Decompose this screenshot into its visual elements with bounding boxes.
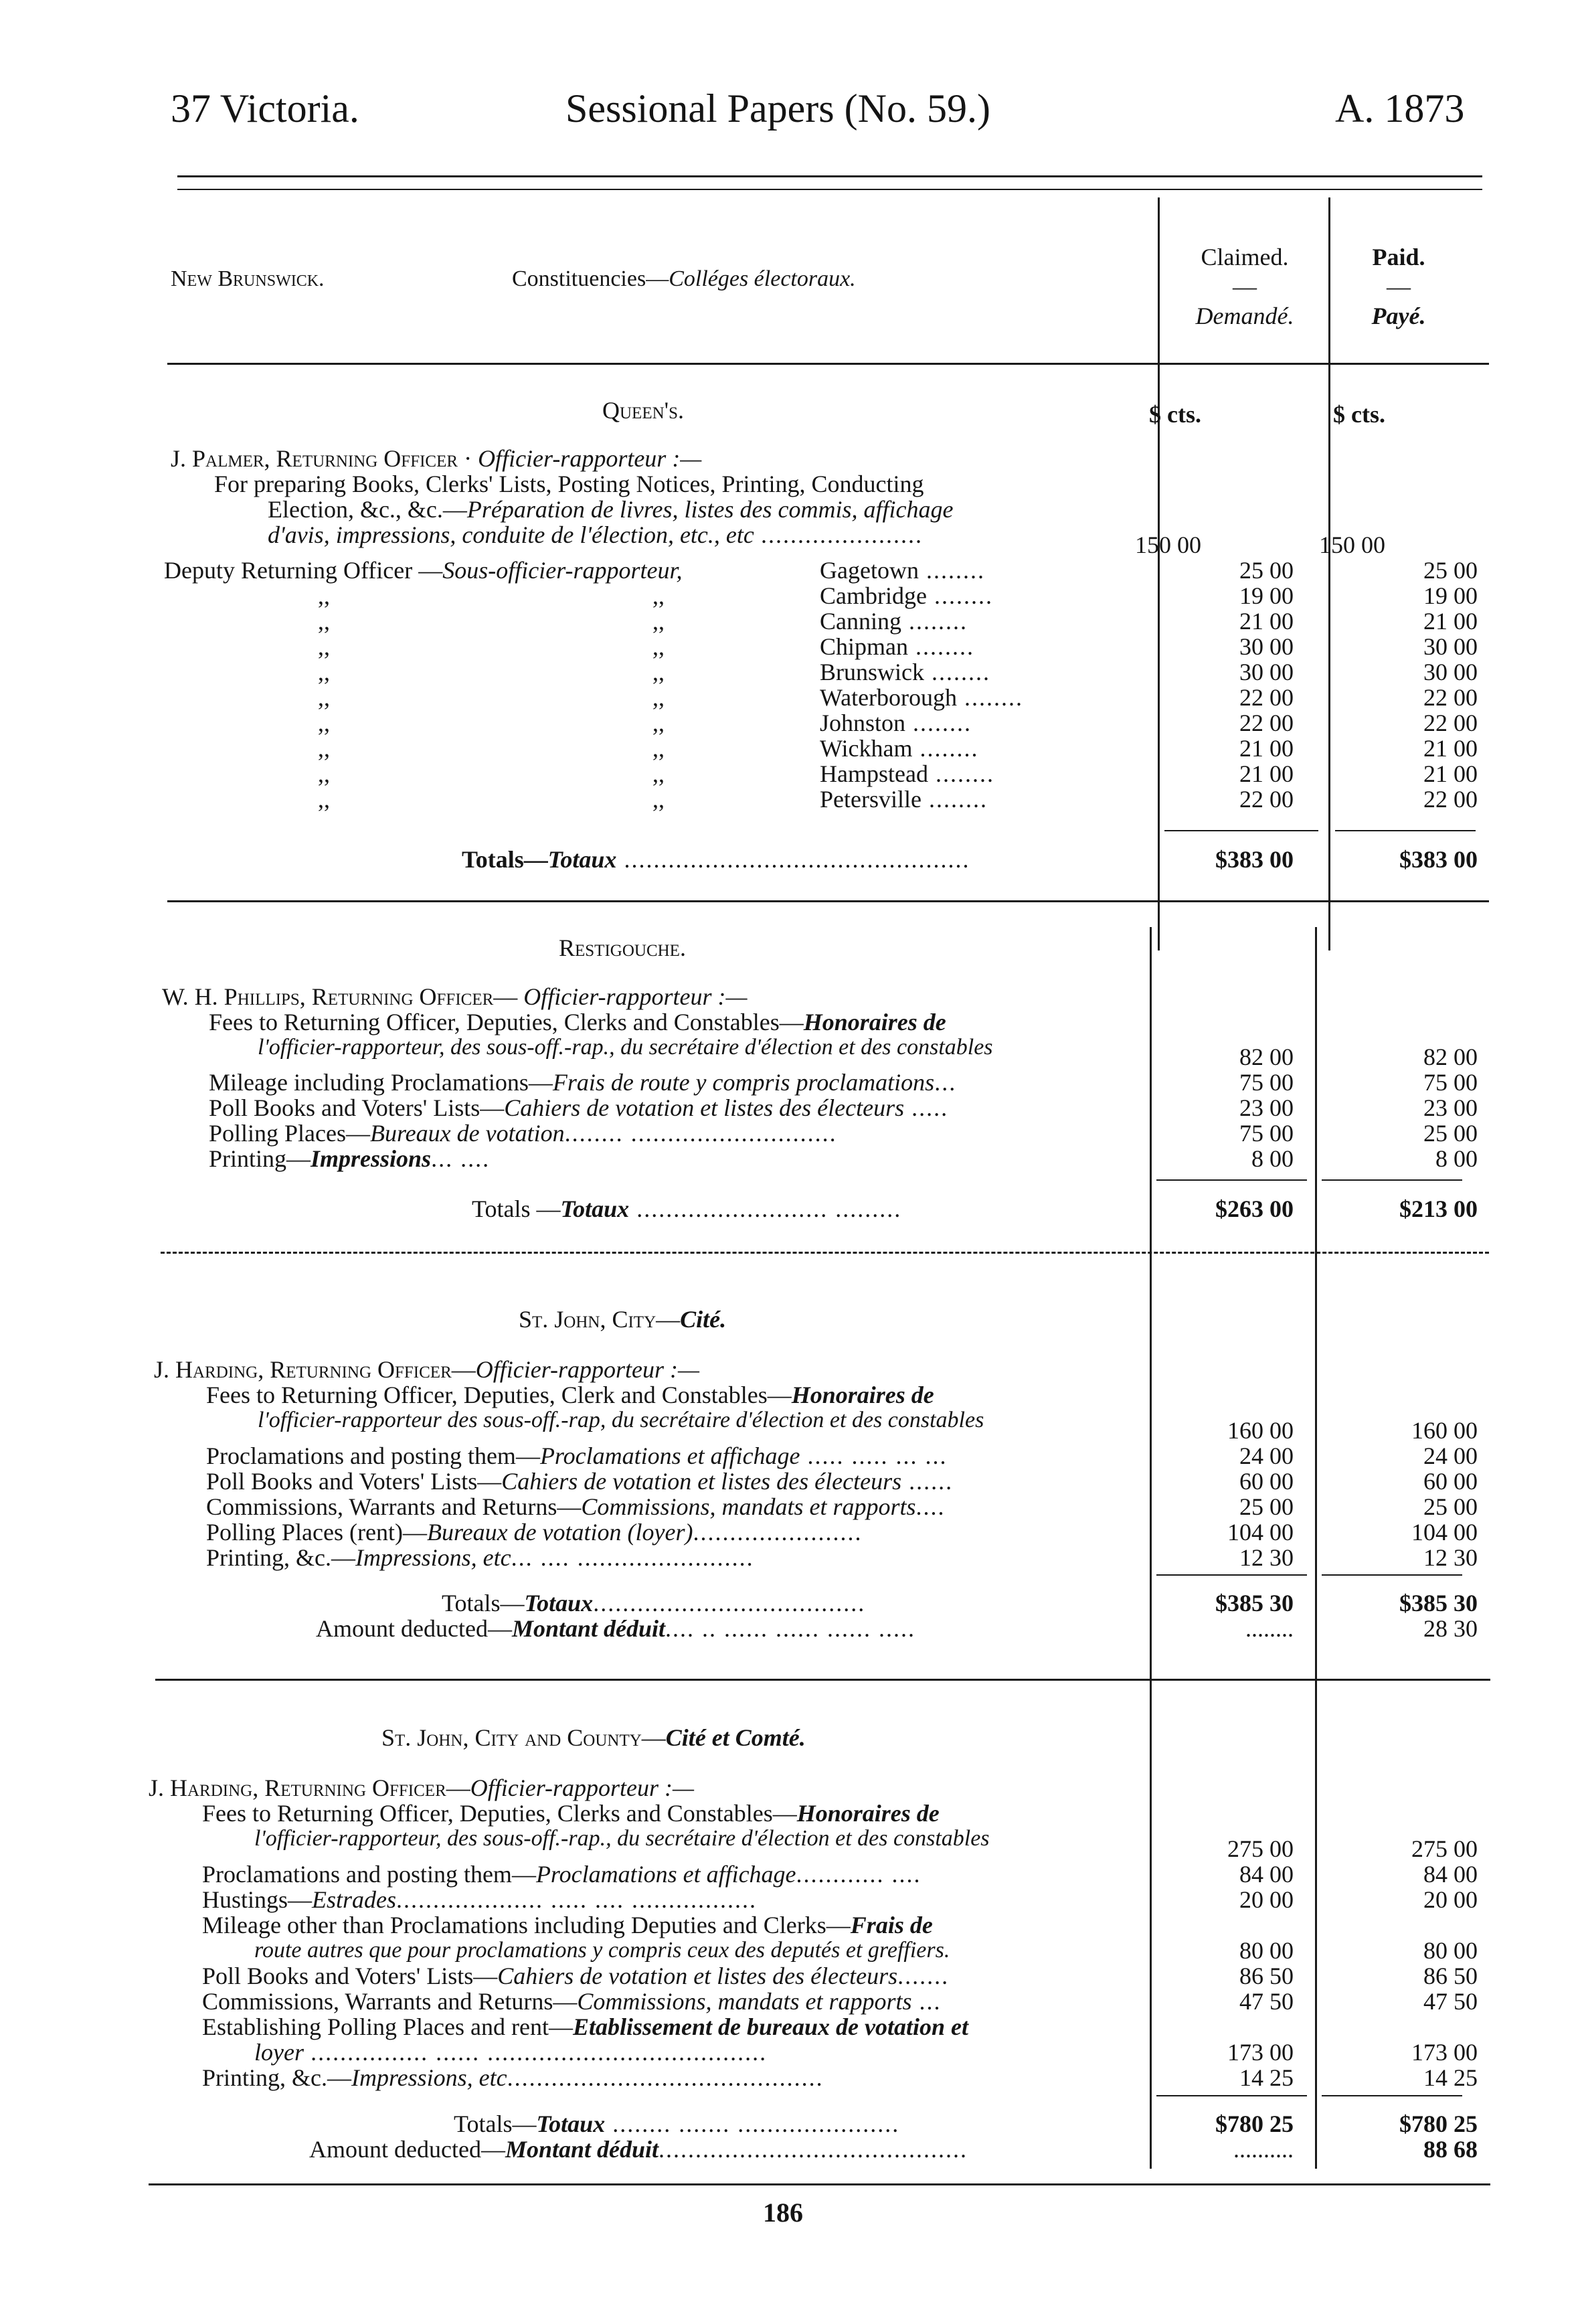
queens-deputy-claimed: 22 00 [1239, 786, 1294, 813]
queens-deputy-paid: 21 00 [1423, 608, 1478, 635]
queens-totals-en: Totals— [462, 846, 548, 873]
stjohn-county-hust-paid: 20 00 [1423, 1886, 1478, 1913]
stjohn-city-total-claimed: $385 30 [1215, 1590, 1294, 1616]
restigouche-totals-fr: Totaux [560, 1195, 630, 1222]
stjohn-city-places-paid: 104 00 [1411, 1519, 1478, 1546]
stjohn-city-fees-claimed: 160 00 [1227, 1417, 1294, 1444]
place-name: Gagetown [820, 557, 919, 584]
stjohn-county-printing-paid: 14 25 [1423, 2064, 1478, 2091]
place-name: Hampstead [820, 760, 928, 787]
ditto-mark: ,, [652, 760, 665, 787]
stjohn-county-comm: Commissions, Warrants and Returns—Commissions, mandats et rapports ... [202, 1988, 942, 2015]
stjohn-county-deducted-en: Amount deducted— [309, 2136, 505, 2163]
stjohn-city-deducted-fr: Montant déduit [511, 1615, 666, 1642]
restigouche-places-en: Polling Places— [209, 1120, 370, 1147]
restigouche-officer [162, 984, 748, 1009]
stjohn-city-total-paid: $385 30 [1399, 1590, 1478, 1616]
stjohn-city-comm-claimed: 25 00 [1239, 1493, 1294, 1520]
queens-officer-fr: Officier-rapporteur :— [478, 445, 702, 472]
queens-item1-claimed: 150 00 [1135, 531, 1201, 558]
stjohn-county-estab-2: loyer ................ ...... ...................................... [254, 2039, 768, 2066]
stjohn-city-totals-fr: Totaux [524, 1590, 594, 1616]
stjohn-city-officer-en: J. Harding, Returning Officer— [154, 1356, 476, 1383]
queens-deputy-paid: 22 00 [1423, 710, 1478, 736]
stjohn-county-subtotal-rule-1 [1156, 2095, 1307, 2096]
restigouche-fees-claimed: 82 00 [1239, 1044, 1294, 1070]
stjohn-city-poll-fr: Cahiers de votation et listes des électeurs [501, 1468, 902, 1495]
queens-end-rule [167, 900, 1489, 902]
queens-deputy-place: Cambridge ........ [820, 582, 993, 609]
queens-deputy-claimed: 21 00 [1239, 608, 1294, 635]
stjohn-county-officer-fr: Officier-rapporteur :— [470, 1774, 694, 1801]
restigouche-mileage-claimed: 75 00 [1239, 1069, 1294, 1096]
stjohn-county-estab-en: Establishing Polling Places and rent— [202, 2013, 573, 2040]
stjohn-city-deducted-paid: 28 30 [1423, 1615, 1478, 1642]
stjohn-county-totals-fr: Totaux [536, 2110, 606, 2137]
queens-deputy-paid: 21 00 [1423, 760, 1478, 787]
stjohn-city-procl-fr: Proclamations et affichage [539, 1442, 800, 1469]
restigouche-totals-en: Totals — [472, 1195, 561, 1222]
ditto-mark: ,, [318, 659, 330, 685]
restigouche-total-paid: $213 00 [1399, 1195, 1478, 1222]
restigouche-mileage-paid: 75 00 [1423, 1069, 1478, 1096]
stjohn-county-comm-fr: Commissions, mandats et rapports [577, 1988, 912, 2015]
stjohn-city-title-fr: Cité. [680, 1306, 727, 1333]
queens-deputy-place: Canning ........ [820, 608, 968, 635]
stjohn-county-officer [149, 1775, 694, 1801]
stjohn-county-estab-fr1: Etablissement de bureaux de votation et [572, 2013, 968, 2040]
place-name: Cambridge [820, 582, 927, 609]
stjohn-city-poll: Poll Books and Voters' Lists—Cahiers de votation et listes des électeurs ...... [206, 1468, 954, 1495]
paid-dash: — [1387, 273, 1411, 300]
column-divider-4 [1315, 927, 1317, 2169]
stjohn-county-procl: Proclamations and posting them—Proclamations et affichage............ .... [202, 1861, 922, 1888]
queens-deputy-label [164, 558, 683, 583]
stjohn-county-printing-en: Printing, &c.— [202, 2064, 351, 2091]
header-title: Sessional Papers (No. 59.) [565, 86, 990, 131]
queens-item1-line1: For preparing Books, Clerks' Lists, Posting Notices, Printing, Conducting [214, 471, 924, 497]
stjohn-county-procl-en: Proclamations and posting them— [202, 1861, 536, 1888]
stjohn-city-poll-paid: 60 00 [1423, 1468, 1478, 1495]
stjohn-city-places: Polling Places (rent)—Bureaux de votation (loyer)....................... [206, 1519, 863, 1546]
ditto-mark: ,, [652, 735, 665, 762]
ditto-mark: ,, [318, 633, 330, 660]
stjohn-county-officer-en: J. Harding, Returning Officer— [149, 1774, 470, 1801]
queens-item1-line3: d'avis, impressions, conduite de l'élection, etc., etc ...................... [268, 521, 924, 548]
stjohn-county-total-claimed: $780 25 [1215, 2110, 1294, 2137]
restigouche-printing-en: Printing— [209, 1145, 311, 1172]
stjohn-city-fees-paid: 160 00 [1411, 1417, 1478, 1444]
queens-subtotal-rule-1 [1164, 830, 1318, 831]
stjohn-city-totals-en: Totals— [442, 1590, 525, 1616]
restigouche-poll-paid: 23 00 [1423, 1094, 1478, 1121]
restigouche-fees-fr1: Honoraires de [803, 1009, 946, 1035]
restigouche-printing-fr: Impressions [311, 1145, 432, 1172]
ditto-mark: ,, [652, 608, 665, 635]
stjohn-city-fees-1 [206, 1382, 934, 1408]
restigouche-poll-claimed: 23 00 [1239, 1094, 1294, 1121]
queens-total-claimed: $383 00 [1215, 846, 1294, 873]
queens-deputy-place: Hampstead ........ [820, 760, 994, 787]
ditto-mark: ,, [318, 735, 330, 762]
restigouche-printing: Printing—Impressions... .... [209, 1145, 491, 1172]
queens-title: Queen's. [602, 397, 685, 424]
stjohn-county-subtotal-rule-2 [1322, 2095, 1462, 2096]
claimed-fr: Demandé. [1195, 303, 1294, 329]
ditto-mark: ,, [318, 684, 330, 711]
stjohn-city-procl-claimed: 24 00 [1239, 1442, 1294, 1469]
stjohn-county-title-en: St. John, City and County— [381, 1724, 666, 1751]
restigouche-places: Polling Places—Bureaux de votation........ ............................ [209, 1120, 837, 1147]
place-name: Johnston [820, 710, 906, 736]
restigouche-fees-2: l'officier-rapporteur, des sous-off.-rap., du secrétaire d'élection et des constables [258, 1035, 993, 1060]
place-name: Chipman [820, 633, 908, 660]
queens-item1-en: Election, &c., &c.— [268, 496, 467, 523]
stjohn-city-comm-en: Commissions, Warrants and Returns— [206, 1493, 582, 1520]
stjohn-county-printing-fr: Impressions, etc [351, 2064, 507, 2091]
stjohn-county-title-fr: Cité et Comté. [665, 1724, 806, 1751]
queens-deputy-place: Petersville ........ [820, 786, 988, 813]
stjohn-county-procl-fr: Proclamations et affichage [535, 1861, 796, 1888]
stjohn-city-printing-fr: Impressions, etc [355, 1544, 511, 1571]
stjohn-county-hust-fr: Estrades [312, 1886, 397, 1913]
stjohn-county-fees-en: Fees to Returning Officer, Deputies, Clerks and Constables— [202, 1800, 797, 1827]
restigouche-fees-en: Fees to Returning Officer, Deputies, Clerks and Constables— [209, 1009, 804, 1035]
place-name: Brunswick [820, 659, 924, 685]
stjohn-city-deducted-en: Amount deducted— [316, 1615, 512, 1642]
queens-deputy-place: Waterborough ........ [820, 684, 1024, 711]
restigouche-mileage-en: Mileage including Proclamations— [209, 1069, 553, 1096]
restigouche-places-claimed: 75 00 [1239, 1120, 1294, 1147]
stjohn-city-procl: Proclamations and posting them—Proclamations et affichage ..... ..... ... ... [206, 1442, 948, 1469]
queens-deputy-en: Deputy Returning Officer — [164, 557, 443, 584]
stjohn-county-totals: Totals—Totaux ........ ....... ...................... [454, 2110, 900, 2137]
stjohn-county-hust-claimed: 20 00 [1239, 1886, 1294, 1913]
queens-deputy-place: Chipman ........ [820, 633, 974, 660]
queens-deputy-claimed: 30 00 [1239, 633, 1294, 660]
restigouche-end-rule [161, 1252, 1489, 1254]
restigouche-places-fr: Bureaux de votation [370, 1120, 565, 1147]
queens-deputy-claimed: 22 00 [1239, 710, 1294, 736]
stjohn-county-deducted-paid: 88 68 [1423, 2136, 1478, 2163]
queens-item1-fr: Préparation de livres, listes des commis, affichage [466, 496, 954, 523]
ditto-mark: ,, [318, 582, 330, 609]
queens-deputy-paid: 19 00 [1423, 582, 1478, 609]
queens-deputy-claimed: 22 00 [1239, 684, 1294, 711]
restigouche-total-claimed: $263 00 [1215, 1195, 1294, 1222]
stjohn-city-totals: Totals—Totaux..................................... [442, 1590, 866, 1616]
restigouche-officer-fr: Officier-rapporteur :— [523, 983, 748, 1010]
stjohn-city-printing-paid: 12 30 [1423, 1544, 1478, 1571]
stjohn-city-title [519, 1305, 726, 1333]
stjohn-county-fees-claimed: 275 00 [1227, 1835, 1294, 1862]
stjohn-county-poll: Poll Books and Voters' Lists—Cahiers de votation et listes des électeurs....... [202, 1963, 950, 1989]
page-number: 186 [763, 2197, 803, 2228]
stjohn-county-comm-paid: 47 50 [1423, 1988, 1478, 2015]
restigouche-places-paid: 25 00 [1423, 1120, 1478, 1147]
stjohn-county-hust-en: Hustings— [202, 1886, 313, 1913]
stjohn-city-deducted: Amount deducted—Montant déduit.... .. ...... ...... ...... ..... [316, 1615, 916, 1642]
queens-cts-paid: $ cts. [1333, 401, 1385, 428]
stjohn-county-poll-claimed: 86 50 [1239, 1963, 1294, 1989]
ditto-mark: ,, [318, 608, 330, 635]
stjohn-county-estab-fr2: loyer [254, 2039, 304, 2066]
stjohn-county-procl-paid: 84 00 [1423, 1861, 1478, 1888]
queens-cts-claimed: $ cts. [1149, 401, 1201, 428]
queens-deputy-fr: Sous-officier-rapporteur, [442, 557, 683, 584]
stjohn-city-procl-en: Proclamations and posting them— [206, 1442, 540, 1469]
stjohn-city-printing-en: Printing, &c.— [206, 1544, 355, 1571]
stjohn-county-estab-1 [202, 2014, 968, 2040]
stjohn-county-deducted: Amount deducted—Montant déduit.......................................... [309, 2136, 968, 2163]
stjohn-city-places-claimed: 104 00 [1227, 1519, 1294, 1546]
stjohn-county-mile-en: Mileage other than Proclamations including Deputies and Clerks— [202, 1912, 851, 1938]
restigouche-title: Restigouche. [559, 934, 686, 961]
ditto-mark: ,, [652, 659, 665, 685]
claimed-dash: — [1233, 273, 1257, 300]
ditto-mark: ,, [652, 786, 665, 813]
queens-deputy-claimed: 19 00 [1239, 582, 1294, 609]
stjohn-county-deducted-claimed: .......... [1233, 2136, 1294, 2163]
restigouche-printing-paid: 8 00 [1435, 1145, 1478, 1172]
stjohn-county-mile-fr1: Frais de [850, 1912, 933, 1938]
stjohn-county-title [381, 1724, 806, 1752]
restigouche-poll: Poll Books and Voters' Lists—Cahiers de votation et listes des électeurs ..... [209, 1094, 949, 1121]
stjohn-city-fees-fr1: Honoraires de [791, 1382, 934, 1408]
constituencies-en: Constituencies— [512, 266, 669, 291]
restigouche-officer-en: W. H. Phillips, Returning Officer— [162, 983, 518, 1010]
stjohn-county-poll-en: Poll Books and Voters' Lists— [202, 1963, 498, 1989]
footer-rule [149, 2183, 1490, 2185]
stjohn-county-mile-1 [202, 1912, 933, 1938]
stjohn-county-estab-paid: 173 00 [1411, 2039, 1478, 2066]
queens-item1-paid: 150 00 [1319, 531, 1385, 558]
stjohn-county-totals-en: Totals— [454, 2110, 537, 2137]
restigouche-poll-fr: Cahiers de votation et listes des électeurs [504, 1094, 905, 1121]
stjohn-city-places-fr: Bureaux de votation (loyer) [426, 1519, 693, 1546]
province-label: New Brunswick. [171, 266, 325, 291]
queens-deputy-place: Gagetown ........ [820, 557, 985, 584]
queens-deputy-paid: 21 00 [1423, 735, 1478, 762]
stjohn-county-total-paid: $780 25 [1399, 2110, 1478, 2137]
queens-deputy-paid: 22 00 [1423, 786, 1478, 813]
queens-item1-fr2: d'avis, impressions, conduite de l'élection, etc., etc [268, 521, 754, 548]
place-name: Waterborough [820, 684, 958, 711]
queens-deputy-claimed: 21 00 [1239, 735, 1294, 762]
stjohn-county-mile-paid: 80 00 [1423, 1937, 1478, 1964]
queens-deputy-paid: 30 00 [1423, 633, 1478, 660]
queens-deputy-claimed: 30 00 [1239, 659, 1294, 685]
queens-deputy-place: Brunswick ........ [820, 659, 990, 685]
constituencies-fr: Colléges électoraux. [669, 266, 856, 291]
paid-en: Paid. [1372, 244, 1425, 270]
stjohn-county-fees-1 [202, 1801, 940, 1826]
stjohn-city-fees-2: l'officier-rapporteur des sous-off.-rap, du secrétaire d'élection et des constables [258, 1408, 984, 1432]
stjohn-county-deducted-fr: Montant déduit [505, 2136, 659, 2163]
ditto-mark: ,, [318, 710, 330, 736]
restigouche-printing-claimed: 8 00 [1251, 1145, 1294, 1172]
restigouche-poll-en: Poll Books and Voters' Lists— [209, 1094, 505, 1121]
stjohn-city-comm: Commissions, Warrants and Returns—Commissions, mandats et rapports.... [206, 1493, 946, 1520]
stjohn-county-comm-claimed: 47 50 [1239, 1988, 1294, 2015]
restigouche-mileage-fr: Frais de route y compris proclamations [552, 1069, 935, 1096]
restigouche-subtotal-rule-2 [1322, 1179, 1462, 1181]
stjohn-city-procl-paid: 24 00 [1423, 1442, 1478, 1469]
place-name: Canning [820, 608, 901, 635]
place-name: Wickham [820, 735, 913, 762]
restigouche-fees-1 [209, 1009, 946, 1035]
header-year: A. 1873 [1335, 86, 1465, 131]
stjohn-city-subtotal-rule-2 [1322, 1574, 1462, 1576]
header-volume: 37 Victoria. [171, 86, 359, 131]
stjohn-county-fees-paid: 275 00 [1411, 1835, 1478, 1862]
restigouche-totals: Totals —Totaux .......................... ......... [472, 1195, 902, 1222]
stjohn-county-printing-claimed: 14 25 [1239, 2064, 1294, 2091]
stjohn-city-places-en: Polling Places (rent)— [206, 1519, 427, 1546]
place-name: Petersville [820, 786, 922, 813]
ditto-mark: ,, [652, 684, 665, 711]
stjohn-county-mile-2: route autres que pour proclamations y compris ceux des deputés et greffiers. [254, 1938, 950, 1963]
stjohn-city-title-en: St. John, City— [519, 1306, 681, 1333]
stjohn-county-poll-fr: Cahiers de votation et listes des électeurs [497, 1963, 898, 1989]
queens-subtotal-rule-2 [1335, 830, 1476, 831]
stjohn-county-comm-en: Commissions, Warrants and Returns— [202, 1988, 578, 2015]
paid-fr: Payé. [1371, 303, 1426, 329]
queens-deputy-paid: 25 00 [1423, 557, 1478, 584]
stjohn-city-end-rule [155, 1679, 1490, 1681]
stjohn-county-fees-fr1: Honoraires de [796, 1800, 940, 1827]
restigouche-fees-paid: 82 00 [1423, 1044, 1478, 1070]
restigouche-subtotal-rule-1 [1156, 1179, 1307, 1181]
stjohn-city-poll-claimed: 60 00 [1239, 1468, 1294, 1495]
ditto-mark: ,, [318, 760, 330, 787]
stjohn-county-poll-paid: 86 50 [1423, 1963, 1478, 1989]
stjohn-city-officer [154, 1357, 699, 1382]
stjohn-city-printing-claimed: 12 30 [1239, 1544, 1294, 1571]
stjohn-city-subtotal-rule-1 [1156, 1574, 1307, 1576]
stjohn-city-poll-en: Poll Books and Voters' Lists— [206, 1468, 502, 1495]
queens-item1-line2 [268, 497, 953, 522]
claimed-en: Claimed. [1201, 244, 1289, 270]
queens-deputy-paid: 30 00 [1423, 659, 1478, 685]
column-divider-3 [1150, 927, 1152, 2169]
ditto-mark: ,, [318, 786, 330, 813]
queens-officer-en: J. Palmer, Returning Officer [171, 445, 458, 472]
queens-deputy-paid: 22 00 [1423, 684, 1478, 711]
queens-deputy-claimed: 21 00 [1239, 760, 1294, 787]
queens-deputy-place: Wickham ........ [820, 735, 979, 762]
stjohn-city-printing: Printing, &c.—Impressions, etc... .... ........................ [206, 1544, 754, 1571]
restigouche-mileage: Mileage including Proclamations—Frais de route y compris proclamations... [209, 1069, 957, 1096]
stjohn-city-fees-en: Fees to Returning Officer, Deputies, Clerk and Constables— [206, 1382, 792, 1408]
stjohn-county-estab-claimed: 173 00 [1227, 2039, 1294, 2066]
stjohn-county-fees-2: l'officier-rapporteur, des sous-off.-rap., du secrétaire d'élection et des constables [254, 1826, 990, 1851]
queens-totals-fr: Totaux [547, 846, 617, 873]
queens-deputy-place: Johnston ........ [820, 710, 972, 736]
queens-total-paid: $383 00 [1399, 846, 1478, 873]
ditto-mark: ,, [652, 633, 665, 660]
stjohn-city-officer-fr: Officier-rapporteur :— [475, 1356, 699, 1383]
stjohn-city-comm-fr: Commissions, mandats et rapports [581, 1493, 916, 1520]
stjohn-county-hust: Hustings—Estrades.................... ..... .... ................. [202, 1886, 758, 1913]
ditto-mark: ,, [652, 710, 665, 736]
stjohn-county-mile-claimed: 80 00 [1239, 1937, 1294, 1964]
ditto-mark: ,, [652, 582, 665, 609]
stjohn-city-comm-paid: 25 00 [1423, 1493, 1478, 1520]
stjohn-county-procl-claimed: 84 00 [1239, 1861, 1294, 1888]
stjohn-county-printing: Printing, &c.—Impressions, etc........................................... [202, 2064, 824, 2091]
queens-totals-label: Totals—Totaux ............................................... [462, 846, 970, 873]
stjohn-city-deducted-claimed: ........ [1245, 1615, 1294, 1642]
queens-deputy-claimed: 25 00 [1239, 557, 1294, 584]
queens-officer: J. Palmer, Returning Officer · Officier-rapporteur :— [171, 445, 702, 472]
